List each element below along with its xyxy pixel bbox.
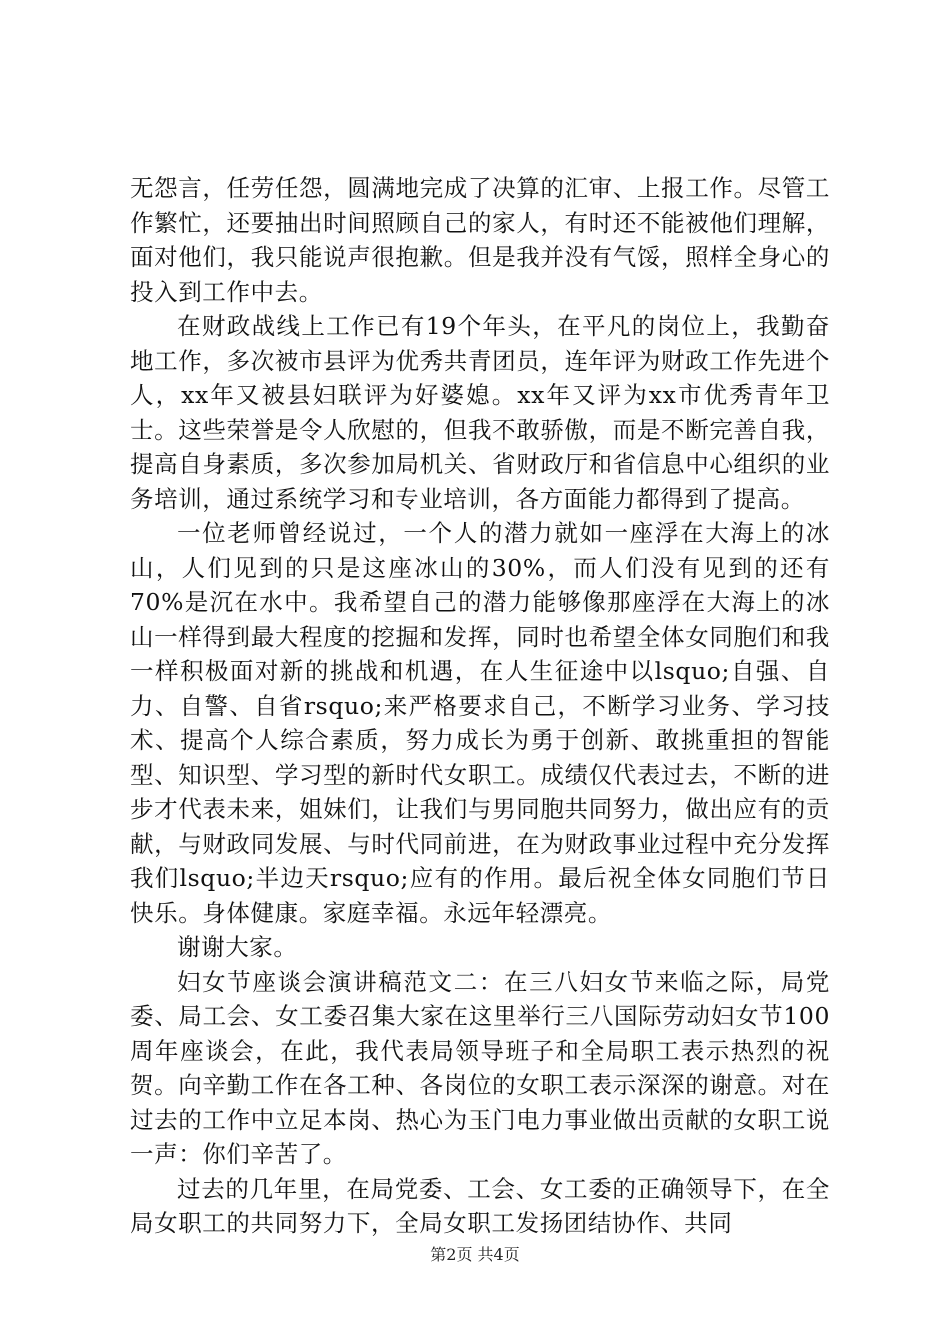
paragraph: 过去的几年里，在局党委、工会、女工委的正确领导下，在全局女职工的共同努力下，全局女职工发扬团结协作、共同 [130,1174,830,1237]
paragraph: 谢谢大家。 [177,933,298,961]
paragraph: 妇女节座谈会演讲稿范文二：在三八妇女节来临之际，局党委、局工会、女工委召集大家在这里举行三八国际劳动妇女节100周年座谈会，在此，我代表局领导班子和全局职工表示热烈的祝贺。向辛勤工作在各工种、各岗位的女职工表示深深的谢意。对在过去的工作中立足本岗、热心为玉门电力事业做出贡献的女职工说一声：你们辛苦了。 [130,967,830,1168]
page-number-footer: 第2页 共4页 [430,1245,520,1264]
paragraph: 无怨言，任劳任怨，圆满地完成了决算的汇审、上报工作。尽管工作繁忙，还要抽出时间照顾自己的家人，有时还不能被他们理解，面对他们，我只能说声很抱歉。但是我并没有气馁，照样全身心的投入到工作中去。 [130,174,830,306]
paragraph: 一位老师曾经说过，一个人的潜力就如一座浮在大海上的冰山，人们见到的只是这座冰山的30%，而人们没有见到的还有70%是沉在水中。我希望自己的潜力能够像那座浮在大海上的冰山一样得到最大程度的挖掘和发挥，同时也希望全体女同胞们和我一样积极面对新的挑战和机遇，在人生征途中以lsquo;自强、自力、自警、自省rsquo;来严格要求自己，不断学习业务、学习技术、提高个人综合素质，努力成长为勇于创新、敢挑重担的智能型、知识型、学习型的新时代女职工。成绩仅代表过去，不断的进步才代表未来，姐妹们，让我们与男同胞共同努力，做出应有的贡献，与财政同发展、与时代同前进，在为财政事业过程中充分发挥我们lsquo;半边天rsquo;应有的作用。最后祝全体女同胞们节日快乐。身体健康。家庭幸福。永远年轻漂亮。 [130,519,830,927]
paragraph: 在财政战线上工作已有19个年头，在平凡的岗位上，我勤奋地工作，多次被市县评为优秀共青团员，连年评为财政工作先进个人，xx年又被县妇联评为好婆媳。xx年又评为xx市优秀青年卫士。这些荣誉是令人欣慰的，但我不敢骄傲，而是不断完善自我，提高自身素质，多次参加局机关、省财政厅和省信息中心组织的业务培训，通过系统学习和专业培训，各方面能力都得到了提高。 [130,312,830,513]
document-body [130,171,830,1241]
